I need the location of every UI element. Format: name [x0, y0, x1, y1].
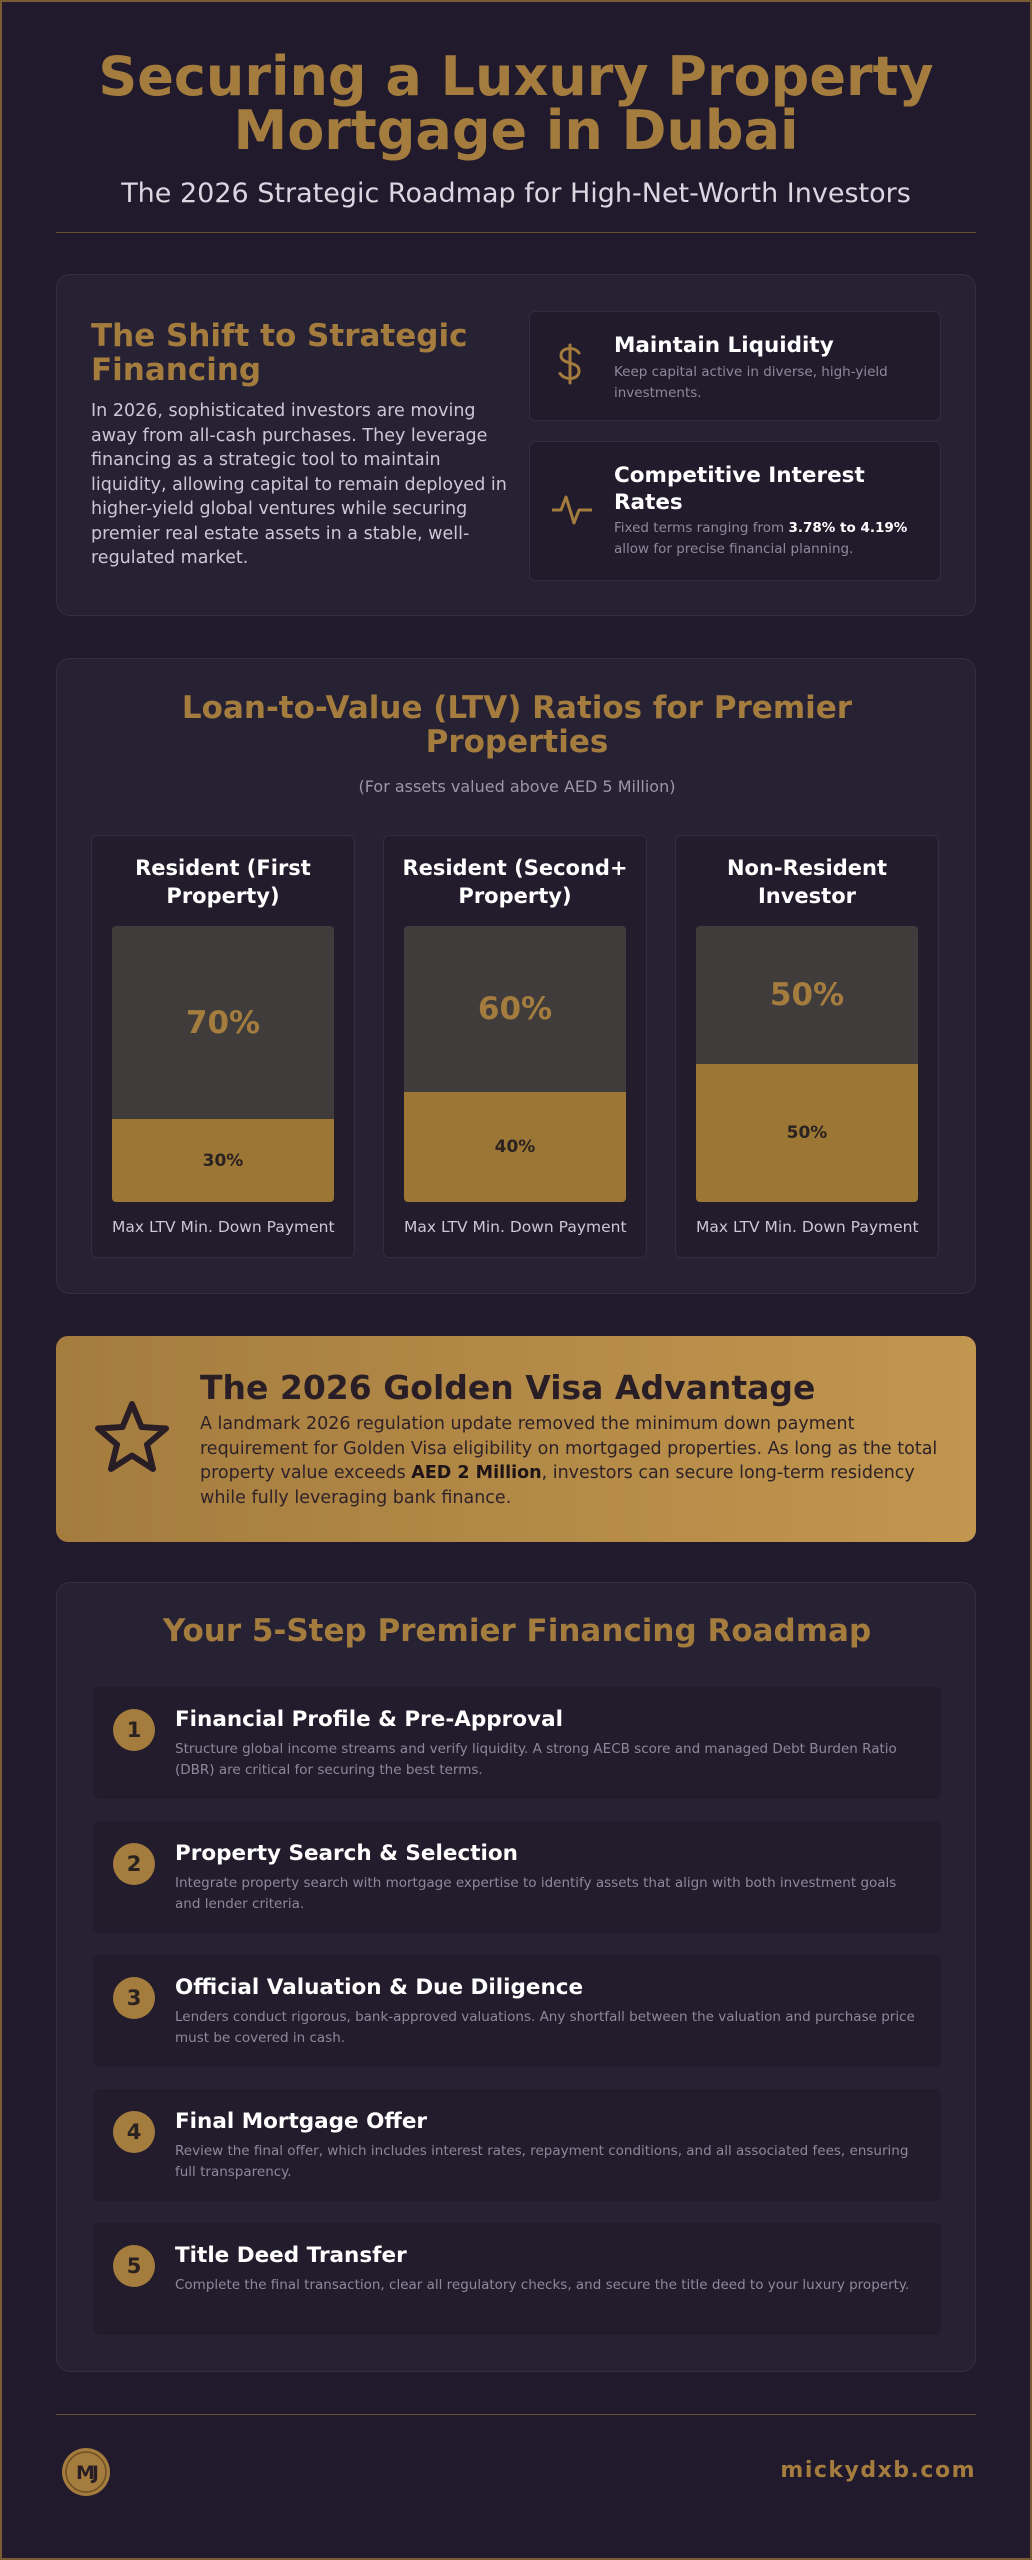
down-payment-value: 40% — [404, 1092, 626, 1202]
max-ltv-value: 60% — [477, 990, 553, 1027]
bar-caption: Max LTV Min. Down Payment — [112, 1218, 335, 1236]
feature-interest-rates — [529, 441, 941, 581]
banner-title: The 2026 Golden Visa Advantage — [200, 1368, 816, 1407]
step-number: 4 — [113, 2111, 155, 2153]
step-title: Property Search & Selection — [175, 1841, 518, 1866]
website-link[interactable]: mickydxb.com — [780, 2458, 976, 2483]
step-title: Title Deed Transfer — [175, 2243, 407, 2268]
step-desc: Structure global income streams and verify liquidity. A strong AECB score and managed Debt Burden Ratio (DBR) are critical for securing the best terms. — [175, 1741, 897, 1778]
roadmap-card — [56, 1582, 976, 2372]
roadmap-step — [93, 1955, 941, 2067]
ltv-bar — [696, 926, 918, 1202]
step-number: 3 — [113, 1977, 155, 2019]
step-title: Final Mortgage Offer — [175, 2109, 428, 2134]
visa-threshold: AED 2 Million — [411, 1463, 542, 1483]
ltv-column-non-resident — [675, 835, 939, 1258]
section-body: In 2026, sophisticated investors are moving away from all-cash purchases. They leverage financing as a strategic tool to maintain liquidity, allowing capital to remain deployed in higher-yield global ventures while securing premier real estate assets in a stable, well-regulated market. — [91, 401, 507, 568]
ltv-bar — [112, 926, 334, 1202]
feature-liquidity — [529, 311, 941, 421]
page-title — [56, 45, 976, 162]
golden-visa-banner — [56, 1336, 976, 1542]
bar-caption: Max LTV Min. Down Payment — [404, 1218, 627, 1236]
header-divider — [56, 232, 976, 233]
ltv-column-resident-first — [91, 835, 355, 1258]
feature-title: Maintain Liquidity — [614, 333, 834, 358]
max-ltv-value: 70% — [185, 1004, 261, 1041]
roadmap-step — [93, 1687, 941, 1799]
title-line-2: Mortgage in Dubai — [233, 99, 799, 162]
section-title: The Shift to Strategic Financing — [91, 318, 468, 388]
hero-header — [56, 45, 976, 209]
feature-desc — [614, 518, 934, 559]
column-label: Non-Resident Investor — [726, 856, 888, 908]
section-note: (For assets valued above AED 5 Million) — [358, 777, 676, 796]
bar-caption: Max LTV Min. Down Payment — [696, 1218, 919, 1236]
step-title: Official Valuation & Due Diligence — [175, 1975, 584, 2000]
body-prefix: A landmark 2026 regulation update removed the minimum down payment requirement for Golden Visa eligibility on mortgaged properties. As long as the total property value exceeds — [200, 1414, 938, 1483]
page-subtitle: The 2026 Strategic Roadmap for High-Net-Worth Investors — [121, 178, 911, 209]
feature-title: Competitive Interest Rates — [614, 463, 865, 515]
step-desc: Complete the final transaction, clear all regulatory checks, and secure the title deed to your luxury property. — [175, 2277, 910, 2293]
rate-range: 3.78% to 4.19% — [788, 520, 908, 536]
roadmap-step — [93, 2223, 941, 2335]
step-desc: Lenders conduct rigorous, bank-approved valuations. Any shortfall between the valuation and purchase price must be covered in cash. — [175, 2009, 915, 2046]
step-number: 2 — [113, 1843, 155, 1885]
footer-divider — [56, 2414, 976, 2415]
column-label: Resident (First Property) — [135, 856, 311, 908]
step-number: 1 — [113, 1709, 155, 1751]
section-title: Loan-to-Value (LTV) Ratios for Premier Properties — [181, 690, 853, 760]
body-suffix: , investors can secure long-term residency while fully leveraging bank finance. — [200, 1463, 915, 1508]
down-payment-value: 30% — [112, 1119, 334, 1202]
desc-prefix: Fixed terms ranging from — [614, 520, 789, 536]
logo-monogram: MJ — [76, 2462, 96, 2484]
feature-desc: Keep capital active in diverse, high-yield investments. — [614, 364, 888, 401]
dollar-icon — [552, 342, 588, 386]
column-label: Resident (Second+ Property) — [402, 856, 628, 908]
ltv-ratios-card — [56, 658, 976, 1294]
step-desc: Review the final offer, which includes interest rates, repayment conditions, and all associated fees, ensuring full transparency. — [175, 2143, 909, 2180]
star-icon — [92, 1398, 172, 1478]
down-payment-value: 50% — [696, 1064, 918, 1202]
section-title: Your 5-Step Premier Financing Roadmap — [162, 1613, 872, 1649]
brand-logo — [60, 2446, 112, 2498]
ltv-column-resident-second — [383, 835, 647, 1258]
max-ltv-value: 50% — [769, 977, 845, 1013]
step-title: Financial Profile & Pre-Approval — [175, 1707, 563, 1732]
pulse-icon — [552, 488, 592, 532]
step-number: 5 — [113, 2245, 155, 2287]
desc-suffix: allow for precise financial planning. — [614, 540, 854, 557]
ltv-bar — [404, 926, 626, 1202]
step-desc: Integrate property search with mortgage expertise to identify assets that align with both investment goals and lender criteria. — [175, 1875, 897, 1912]
title-line-1: Securing a Luxury Property — [98, 45, 934, 108]
roadmap-step — [93, 1821, 941, 1933]
banner-body — [200, 1412, 940, 1510]
strategic-financing-card — [56, 274, 976, 616]
roadmap-step — [93, 2089, 941, 2201]
